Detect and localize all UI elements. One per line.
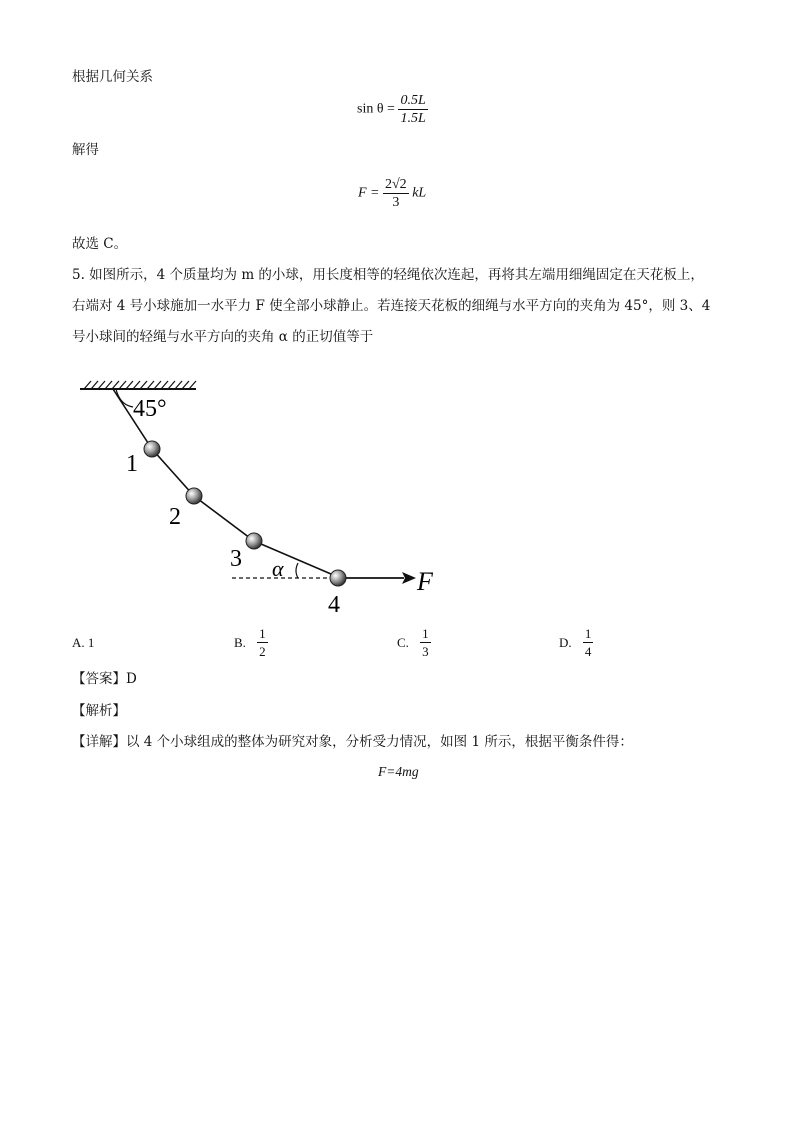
ball-1-label: 1 [126, 451, 138, 477]
option-a[interactable] [72, 634, 102, 651]
ball-2 [186, 488, 202, 504]
angle-45-label: 45° [133, 396, 167, 422]
solve-text: 解得 [72, 142, 99, 158]
geometry-text: 根据几何关系 [72, 69, 153, 85]
formula-f-4mg: F=4mg [378, 764, 419, 779]
formula-lhs: F = [358, 185, 380, 201]
denominator: 1.5L [400, 111, 426, 126]
question-line-3: 号小球间的轻绳与水平方向的夹角 α 的正切值等于 [72, 329, 374, 345]
answer-text: 【答案】D [72, 671, 137, 687]
ball-4-label: 4 [328, 592, 340, 618]
ball-3 [246, 533, 262, 549]
option-d-fraction [583, 625, 594, 660]
denominator: 3 [422, 644, 429, 659]
alpha-label: α [272, 556, 284, 581]
question-line-1: 5. 如图所示，4 个质量均为 m 的小球，用长度相等的轻绳依次连起，再将其左端用细绳固定在天花板上， [72, 267, 704, 283]
choose-text: 故选 C。 [72, 236, 128, 252]
denominator: 2 [259, 644, 266, 659]
numerator: 1 [259, 626, 266, 641]
ball-3-label: 3 [230, 546, 242, 572]
detail-text: 【详解】以 4 个小球组成的整体为研究对象，分析受力情况，如图 1 所示，根据平衡条件得： [72, 734, 633, 750]
force-label: F [417, 567, 433, 596]
ball-2-label: 2 [169, 504, 181, 530]
formula-lhs: sin θ = [357, 101, 395, 117]
option-c-label: C. [397, 634, 409, 650]
numerator: 0.5L [400, 93, 426, 108]
option-c[interactable] [397, 625, 431, 660]
ball-1 [144, 441, 160, 457]
ball-4 [330, 570, 346, 586]
question-line-2: 右端对 4 号小球施加一水平力 F 使全部小球静止。若连接天花板的细绳与水平方向的夹角为 45°，则 3、4 [72, 298, 711, 314]
denominator: 4 [584, 644, 592, 659]
option-c-fraction [420, 625, 431, 660]
option-b[interactable] [234, 625, 268, 660]
option-d-label: D. [559, 634, 572, 650]
formula-rhs: kL [412, 185, 427, 201]
force-arrow-head [402, 572, 416, 584]
option-b-label: B. [234, 634, 246, 650]
alpha-arc [296, 563, 298, 578]
numerator: 1 [422, 626, 429, 641]
option-b-fraction [257, 625, 268, 660]
option-d[interactable] [559, 625, 593, 660]
denominator: 3 [392, 195, 400, 210]
numerator: 2√2 [385, 177, 407, 192]
numerator: 1 [584, 626, 592, 641]
analysis-heading: 【解析】 [72, 703, 126, 719]
ceiling [80, 381, 196, 389]
option-a-label: A. 1 [72, 635, 95, 651]
